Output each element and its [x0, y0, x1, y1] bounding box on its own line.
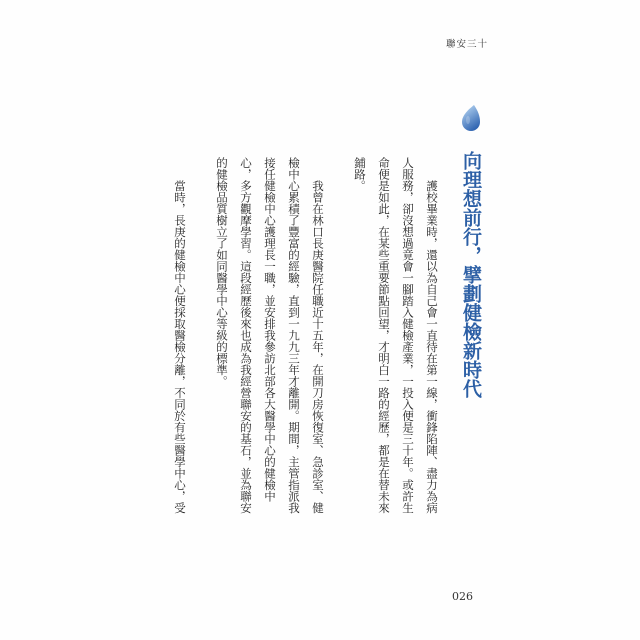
- text-line: 接任健檢中心護理長一職，並安排我參訪北部各大醫學中心的健檢中: [263, 157, 277, 502]
- text-line: 當時，長庚的健檢中心便採取醫檢分離，不同於有些醫學中心，受: [173, 180, 187, 514]
- text-line: 護校畢業時，還以為自己會一直待在第一線，衝鋒陷陣、盡力為病: [425, 180, 439, 514]
- text-line: 鋪路。: [353, 157, 367, 192]
- text-line: 的健檢品質樹立了如同醫學中心等級的標準。: [215, 157, 229, 387]
- text-line: 命便是如此，在某些重要節點回望，才明白一路的經歷，都是在替未來: [377, 157, 391, 514]
- section-title: 向理想前行，擘劃健檢新時代: [460, 151, 482, 398]
- text-line: 我曾在林口長庚醫院任職近十五年，在開刀房恢復室、急診室、健: [311, 180, 325, 514]
- running-header: 聯安三十: [446, 39, 489, 50]
- text-line: 人服務，卻沒想過竟會一腳踏入健檢產業，一投入便是三十年。或許生: [401, 157, 415, 514]
- page-number: 026: [452, 590, 473, 603]
- text-line: 檢中心累積了豐富的經驗，直到一九九三年才離開。期間，主管指派我: [287, 157, 301, 514]
- text-line: 心，多方觀摩學習。這段經歷後來也成為我經營聯安的基石，並為聯安: [239, 157, 253, 514]
- teardrop-icon: [460, 104, 482, 132]
